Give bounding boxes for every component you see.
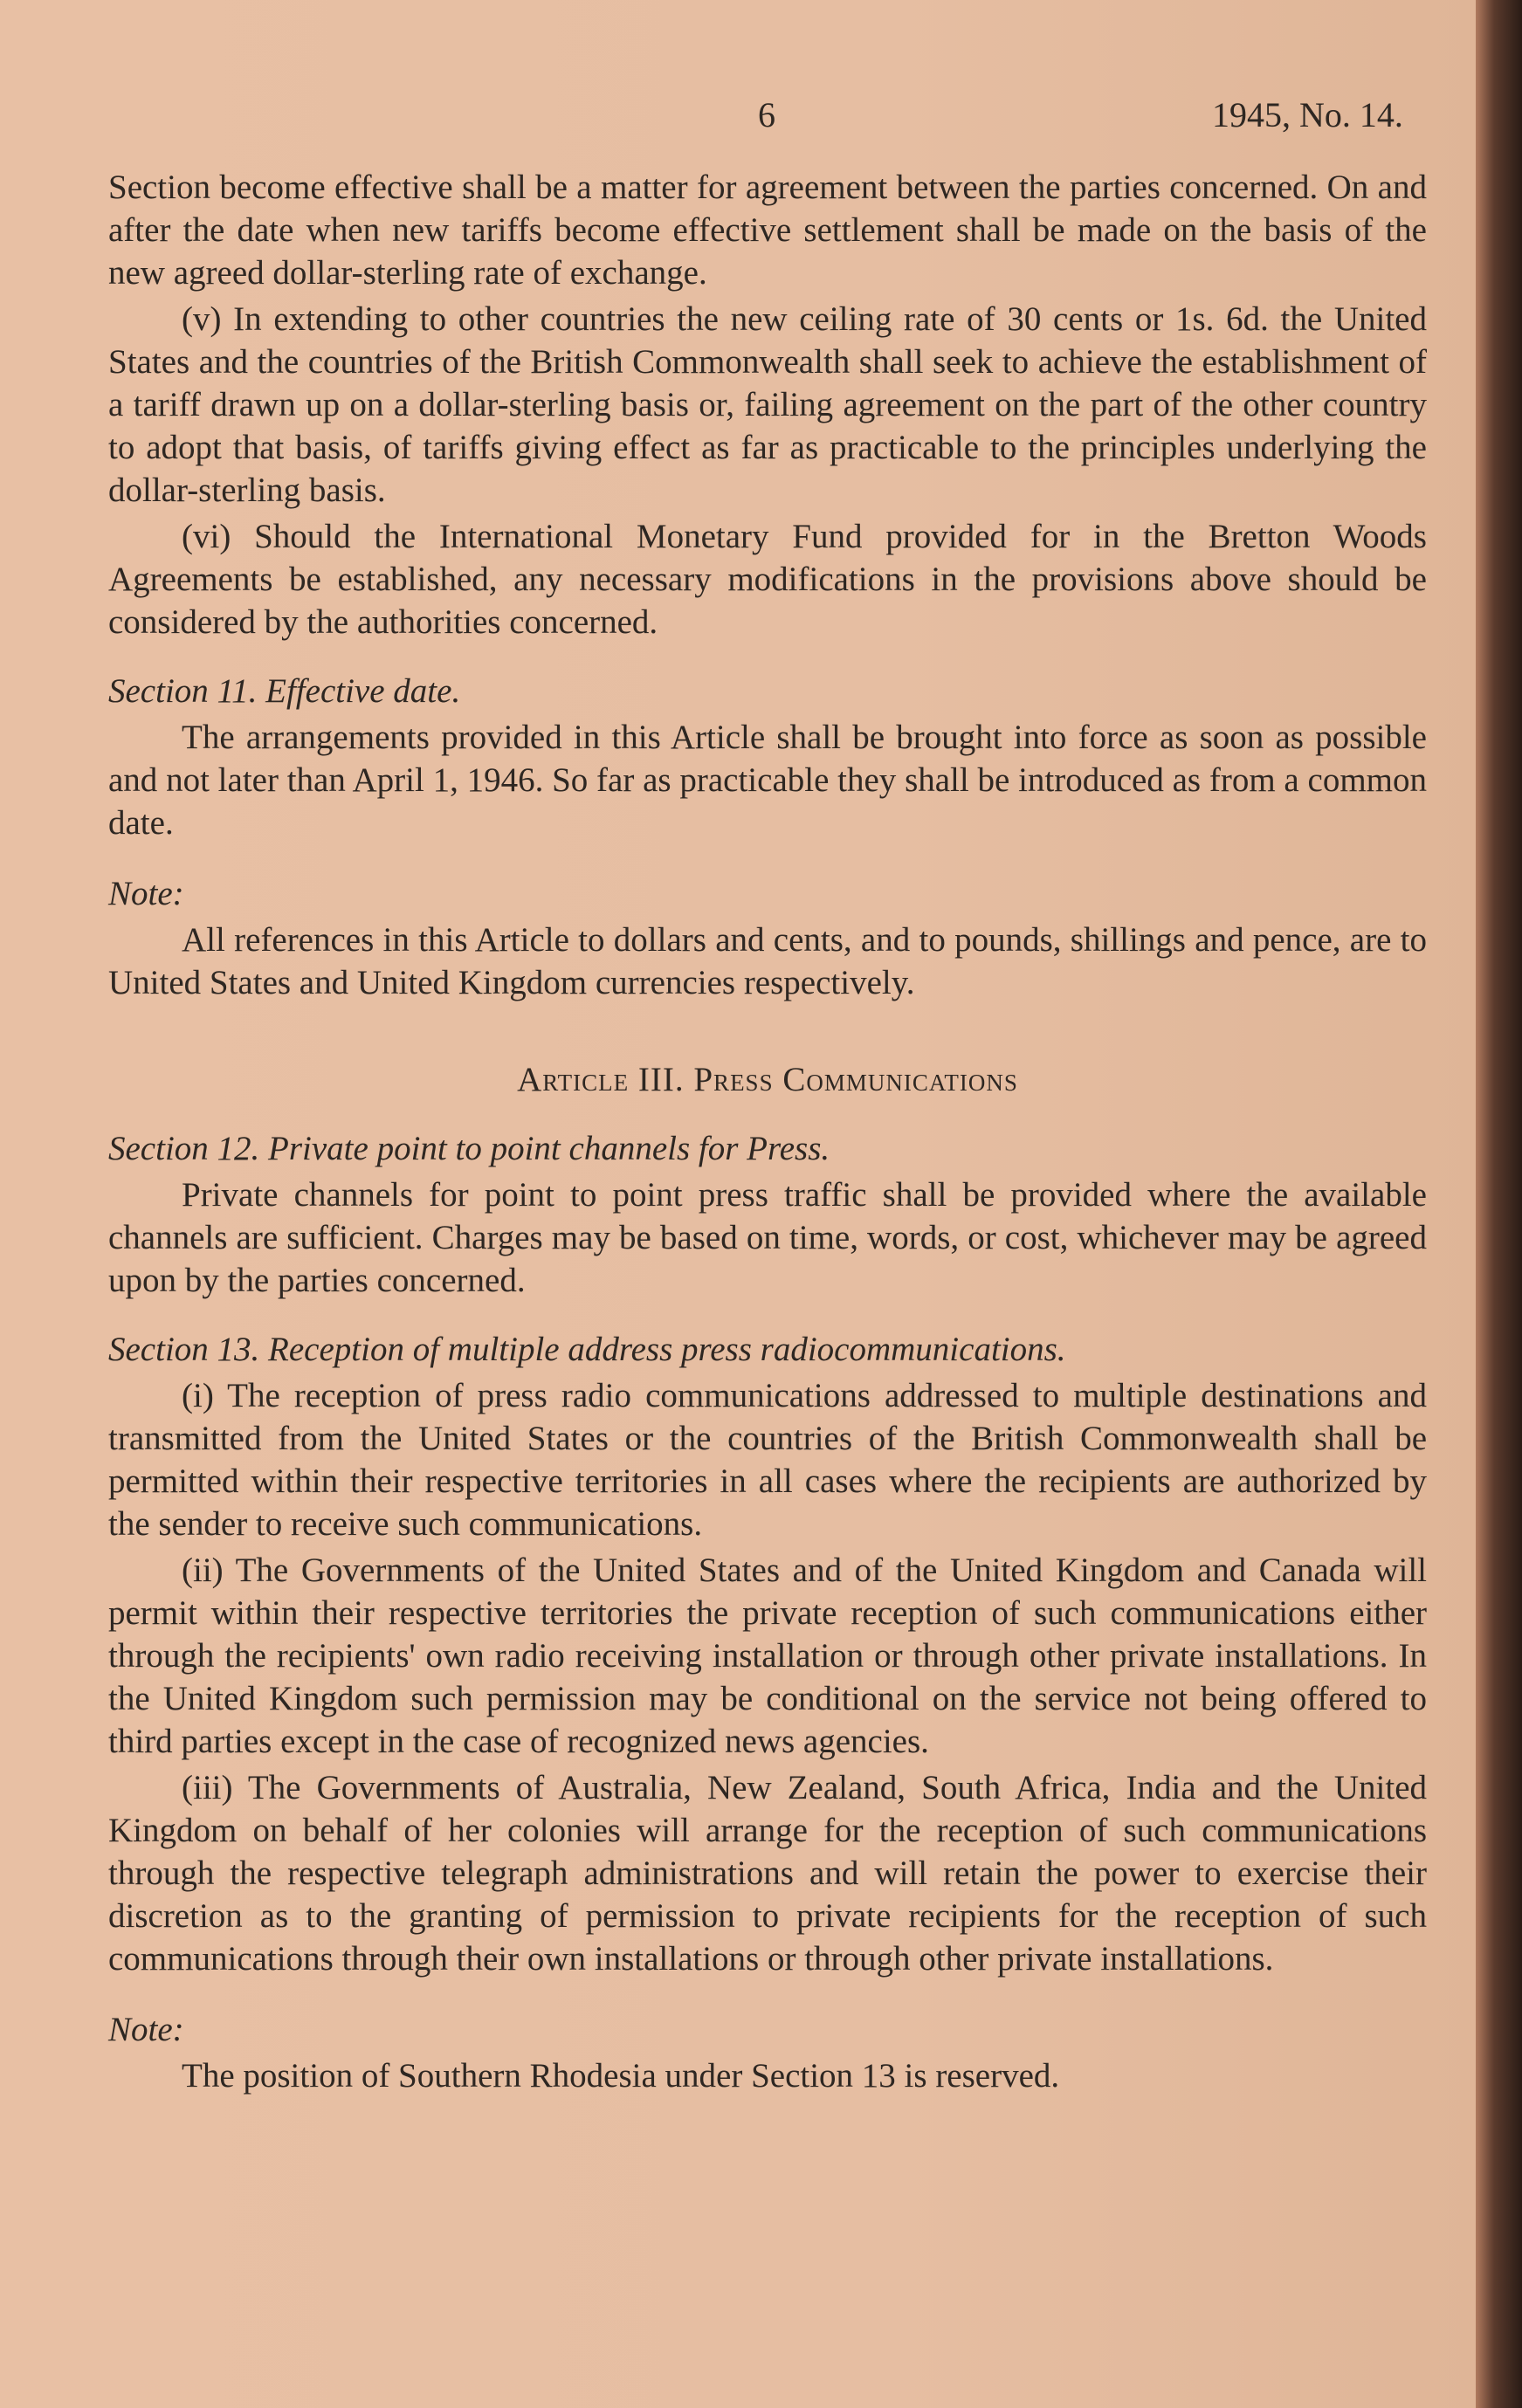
paragraph-vi: (vi) Should the International Monetary Fund provided for in the Bretton Woods Agreements be established, any necessary modifications in the provisions above should be considered by the authorities concerned.: [108, 518, 1427, 641]
page-edge-shadow: [1476, 0, 1522, 2408]
section-12-heading: Section 12. Private point to point channels for Press.: [108, 1130, 830, 1167]
section-12-text: Private channels for point to point press traffic shall be provided where the available channels are sufficient. Charges may be based on time, words, or cost, whichever may be agreed upon by the parties concerned.: [108, 1176, 1427, 1299]
page-body: [108, 166, 1427, 2097]
section-13-heading: Section 13. Reception of multiple address press radiocommunications.: [108, 1331, 1066, 1368]
section-11-heading: Section 11. Effective date.: [108, 672, 461, 710]
section-13-i: (i) The reception of press radio communications addressed to multiple destinations and transmitted from the United States or the countries of the British Commonwealth shall be permitted within their respective territories in all cases where the recipients are authorized by the sender to receive such communications.: [108, 1377, 1427, 1543]
note-1-heading: Note:: [108, 875, 184, 912]
paragraph-continuation: Section become effective shall be a matter for agreement between the parties concerned. On and after the date when new tariffs become effective settlement shall be made on the basis of the new agreed dollar-sterling rate of exchange.: [108, 169, 1427, 292]
section-13-ii: (ii) The Governments of the United States and of the United Kingdom and Canada will permit within their respective territories the private reception of such communications either through the recipients' own radio receiving installation or through other private installations. In the United Kingdom such permission may be conditional on the service not being offered to third parties except in the case of recognized news agencies.: [108, 1551, 1427, 1760]
article-3-heading: Article III. Press Communications: [517, 1061, 1018, 1098]
section-11-text: The arrangements provided in this Article shall be brought into force as soon as possible and not later than April 1, 1946. So far as practicable they shall be introduced as from a common date.: [108, 719, 1427, 842]
section-13-iii: (iii) The Governments of Australia, New Zealand, South Africa, India and the United Kingdom on behalf of her colonies will arrange for the reception of such communications through the respective telegraph administrations and will retain the power to exercise their discretion as to the granting of permission to private recipients for the reception of such communications through their own installations or through other private installations.: [108, 1769, 1427, 1978]
note-2-text: The position of Southern Rhodesia under Section 13 is reserved.: [182, 2057, 1060, 2095]
note-1-text: All references in this Article to dollars and cents, and to pounds, shillings and pence, are to United States and United Kingdom currencies respectively.: [108, 921, 1427, 1001]
note-2-heading: Note:: [108, 2011, 184, 2048]
document-reference: 1945, No. 14.: [1212, 95, 1403, 134]
page-number: 6: [758, 95, 775, 134]
paragraph-v: (v) In extending to other countries the new ceiling rate of 30 cents or 1s. 6d. the United States and the countries of the British Commonwealth shall seek to achieve the establishment of a tariff drawn up on a dollar-sterling basis or, failing agreement on the part of the other country to adopt that basis, of tariffs giving effect as far as practicable to the principles underlying the dollar-sterling basis.: [108, 300, 1427, 509]
